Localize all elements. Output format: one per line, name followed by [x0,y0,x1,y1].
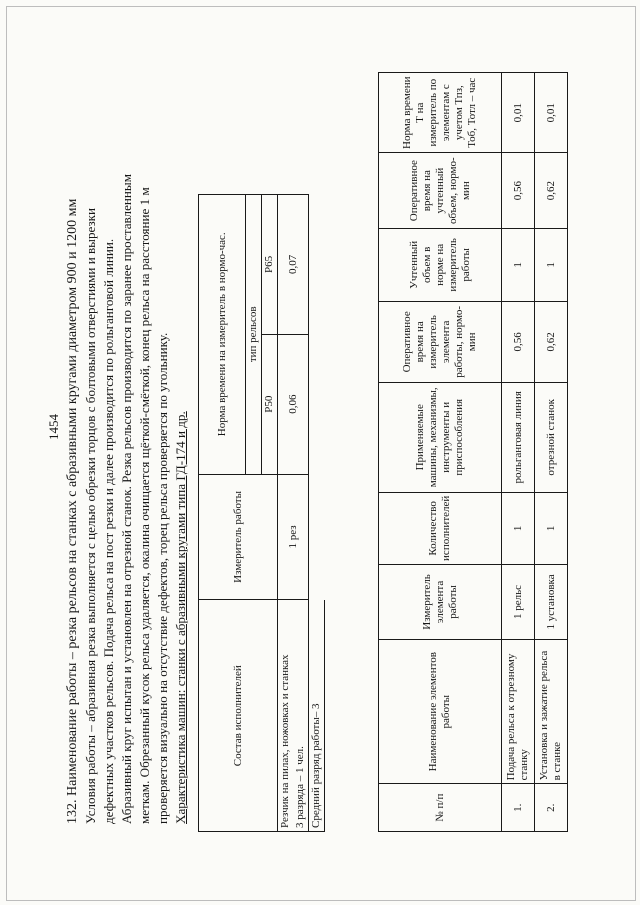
volume-cell: 1 [535,228,568,301]
op-time-volume-cell: 0,62 [535,153,568,228]
norm-t-cell: 0,01 [535,73,568,153]
elements-table [378,72,568,832]
op-time-cell: 0,62 [535,301,568,382]
table-row [502,73,535,832]
op-time-cell: 0,56 [502,301,535,382]
avg-grade: Средний разряд работы– 3 [309,600,325,832]
rotated-content [60,42,610,842]
composition-table [198,194,325,832]
volume-cell: 1 [502,228,535,301]
work-heading: 132. Наименование работы – резка рельсов на станках с абразивными кругами диаметром 900 и 1200 мм [65,198,80,824]
conditions-line-1: Условия работы – абразивная резка выполняется с целью обрезки торцов с болтовыми отверстиями и вырезки [83,207,98,824]
table-row [278,195,294,832]
conditions-line-2: дефектных участков рельсов. Подача рельса на пост резки и далее производится по рольганговой линии. [101,238,116,824]
conditions-line-5: проверяется визуально на отсутствие дефектов, торец рельса проверяется по угольнику. [155,332,170,824]
norm-t-cell: 0,01 [502,73,535,153]
op-time-header: Оперативное время на измеритель элемента работы, нормо-мин [379,301,502,382]
qty-cell: 1 [502,492,535,564]
machines-cell: отрезной станок [535,382,568,492]
op-time-volume-header: Оперативное время на учтенный объем, нормо-мин [379,153,502,228]
text-block [64,52,190,824]
machines-header: Применяемые машины, механизмы, инструменты и приспособления [379,382,502,492]
conditions-line-4: меткам. Обрезанный кусок рельса удаляется, окалина очищается щёткой-смёткой, конец рельса на расстояние 1 м [137,187,152,824]
qty-cell: 1 [535,492,568,564]
unit-cell: 1 рез [278,474,309,600]
element-unit-cell: 1 установка [535,564,568,639]
num-cell: 1. [502,784,535,832]
p50-cell: 0,06 [278,334,309,474]
num-cell: 2. [535,784,568,832]
volume-header: Учтенный объем в норме на измеритель работы [379,228,502,301]
element-unit-cell: 1 рельс [502,564,535,639]
element-unit-header: Измеритель элемента работы [379,564,502,639]
num-header: № п/п [379,784,502,832]
qty-header: Количество исполнителей [379,492,502,564]
machines-line: Характеристика машин: станки с абразивными кругами типа ГД-174 и др. [173,411,188,824]
p50-header: Р50 [262,334,278,474]
element-header: Наименование элементов работы [379,639,502,783]
p65-header: Р65 [262,195,278,335]
element-cell: Подача рельса к отрезному станку [502,639,535,783]
composition-header: Состав исполнителей [199,600,278,832]
unit-header: Измеритель работы [199,474,278,600]
composition-cell: 3 разряда – 1 чел. [293,600,309,832]
page-number: 1454 [46,414,61,440]
table-row [535,73,568,832]
machines-cell: рольганговая линия [502,382,535,492]
op-time-volume-cell: 0,56 [502,153,535,228]
element-cell: Установка и зажатие рельса в станке [535,639,568,783]
norm-t-header: Норма времени Т на измеритель по элементам с учетом Тпз, Тоб, Тотл – час [379,73,502,153]
norm-header: Норма времени на измеритель в нормо-час. [199,195,246,475]
rail-type-header: тип рельсов [246,195,262,475]
p65-cell: 0,07 [278,195,309,335]
conditions-line-3: Абразивный круг испытан и установлен на отрезной станок. Резка рельсов производится по заранее проставленным [119,174,134,824]
composition-cell: Резчик на пилах, ножовках и станках [278,600,294,832]
